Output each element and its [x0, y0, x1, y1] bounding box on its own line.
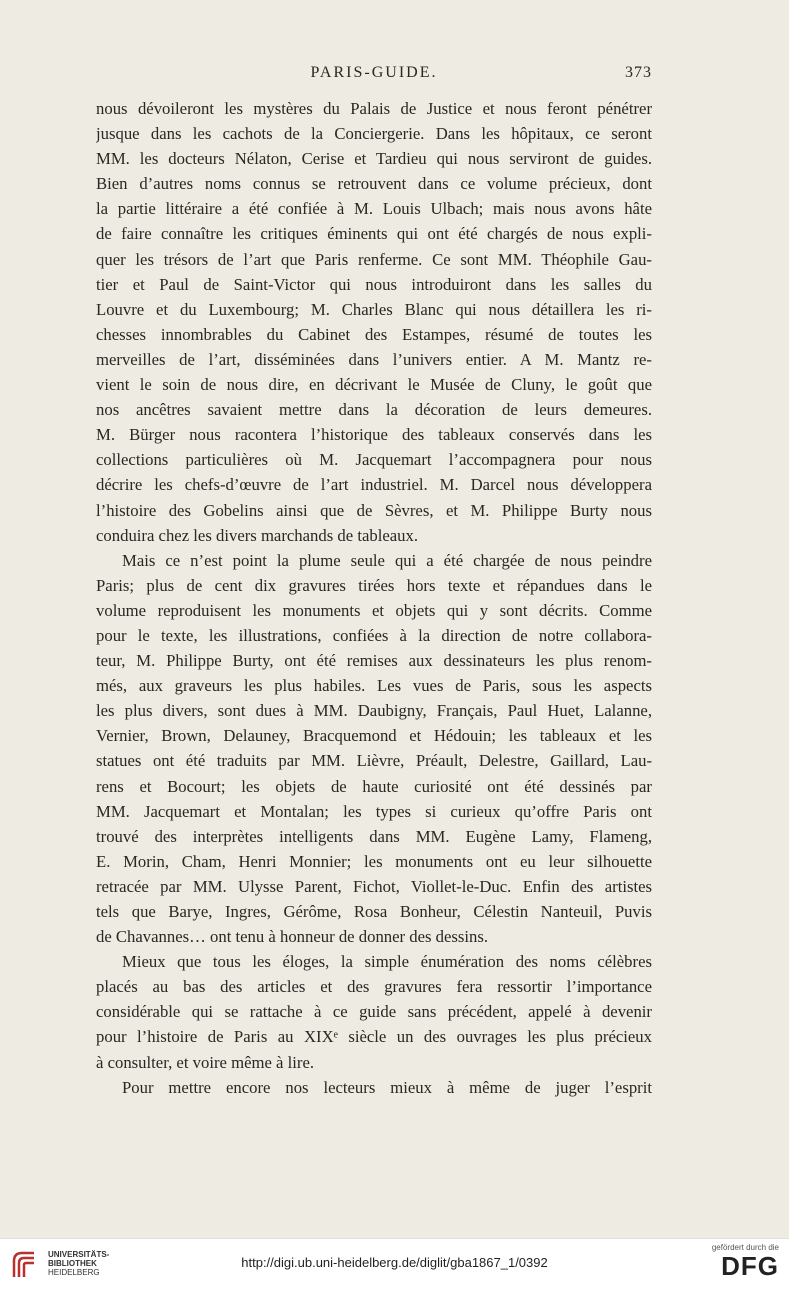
sponsor: [684, 1243, 779, 1280]
university-line-3: HEIDELBERG: [48, 1268, 100, 1277]
text-line: placés au bas des articles et des gravures fera ressortir l’importance: [96, 977, 652, 997]
text-line: vient le soin de nous dire, en décrivant le Musée de Cluny, le goût que: [96, 375, 652, 395]
dfg-logo: DFG: [721, 1251, 779, 1281]
footer-bar: [0, 1238, 789, 1289]
university-line-2: BIBLIOTHEK: [48, 1259, 97, 1268]
text-line: pour le texte, les illustrations, confiées à la direction de notre collabora-: [96, 625, 652, 645]
page-number: 373: [625, 64, 652, 81]
text-line: Pour mettre encore nos lecteurs mieux à même de juger l’esprit: [122, 1077, 652, 1097]
source-url-link[interactable]: http://digi.ub.uni-heidelberg.de/diglit/gba1867_1/0392: [241, 1255, 548, 1270]
text-line: les plus divers, sont dues à MM. Daubigny, Français, Paul Huet, Lalanne,: [96, 701, 652, 721]
text-line: teur, M. Philippe Burty, ont été remises aux dessinateurs les plus renom-: [96, 651, 652, 671]
text-line: trouvé des interprètes intelligents dans MM. Eugène Lamy, Flameng,: [96, 826, 652, 846]
university-line-1: UNIVERSITÄTS-: [48, 1250, 110, 1259]
text-line: Louvre et du Luxembourg; M. Charles Blanc qui nous détaillera les ri-: [96, 299, 652, 319]
text-line: jusque dans les cachots de la Conciergerie. Dans les hôpitaux, ce seront: [96, 124, 652, 144]
text-line: M. Bürger nous racontera l’historique des tableaux conservés dans les: [96, 425, 652, 445]
text-line: statues ont été traduits par MM. Lièvre, Préault, Delestre, Gaillard, Lau-: [96, 751, 652, 771]
body-text: [96, 96, 652, 1100]
text-line: retracée par MM. Ulysse Parent, Fichot, Viollet-le-Duc. Enfin des artistes: [96, 876, 652, 896]
text-line: Vernier, Brown, Delauney, Bracquemond et Hédouin; les tableaux et les: [96, 726, 652, 746]
sponsor-text: gefördert durch die: [711, 1243, 779, 1252]
text-line: considérable qui se rattache à ce guide sans précédent, appelé à devenir: [96, 1002, 652, 1022]
running-title: PARIS-GUIDE.: [310, 64, 438, 81]
text-line: E. Morin, Cham, Henri Monnier; les monuments ont eu leur silhouette: [96, 851, 652, 871]
text-line: nous dévoileront les mystères du Palais de Justice et nous feront pénétrer: [96, 99, 652, 118]
text-line: de faire connaître les critiques éminents qui ont été chargés de nous expli-: [96, 224, 652, 244]
text-line: Paris; plus de cent dix gravures tirées hors texte et répandues dans le: [96, 575, 652, 595]
text-line: conduira chez les divers marchands de tableaux.: [96, 525, 419, 545]
text-line: MM. les docteurs Nélaton, Cerise et Tardieu qui nous serviront de guides.: [96, 149, 652, 169]
text-line: Bien d’autres noms connus se retrouvent dans ce volume précieux, dont: [96, 174, 652, 194]
text-line: MM. Jacquemart et Montalan; les types si curieux qu’offre Paris ont: [96, 801, 652, 821]
text-line: la partie littéraire a été confiée à M. Louis Ulbach; mais nous avons hâte: [96, 199, 652, 219]
text-line: chesses innombrables du Cabinet des Estampes, résumé de toutes les: [96, 324, 652, 344]
text-line: décrire les chefs-d’œuvre de l’art industriel. M. Darcel nous développera: [96, 475, 652, 495]
text-line: volume reproduisent les monuments et objets qui y sont décrits. Comme: [96, 600, 652, 620]
text-line: rens et Bocourt; les objets de haute curiosité ont été dessinés par: [96, 776, 652, 796]
running-header: [96, 64, 652, 88]
text-line: Mieux que tous les éloges, la simple énumération des noms célèbres: [122, 952, 652, 972]
text-line: nos ancêtres savaient mettre dans la décoration de leurs demeures.: [96, 400, 652, 420]
text-line: tels que Barye, Ingres, Gérôme, Rosa Bonheur, Célestin Nanteuil, Puvis: [96, 902, 652, 921]
text-line: l’histoire des Gobelins ainsi que de Sèvres, et M. Philippe Burty nous: [96, 500, 652, 520]
text-line: à consulter, et voire même à lire.: [96, 1052, 315, 1072]
text-line: quer les trésors de l’art que Paris renferme. Ce sont MM. Théophile Gau-: [96, 249, 652, 269]
text-line: pour l’histoire de Paris au XIXᵉ siècle un des ouvrages les plus précieux: [96, 1027, 652, 1047]
text-line: Mais ce n’est point la plume seule qui a été chargée de nous peindre: [122, 550, 652, 570]
text-line: collections particulières où M. Jacquemart l’accompagnera pour nous: [96, 450, 652, 470]
text-line: de Chavannes… ont tenu à honneur de donner des dessins.: [96, 927, 489, 947]
text-line: més, aux graveurs les plus habiles. Les vues de Paris, sous les aspects: [96, 676, 652, 696]
text-line: merveilles de l’art, disséminées dans l’univers entier. A M. Mantz re-: [96, 349, 652, 369]
text-line: tier et Paul de Saint-Victor qui nous introduiront dans les salles du: [96, 274, 652, 294]
